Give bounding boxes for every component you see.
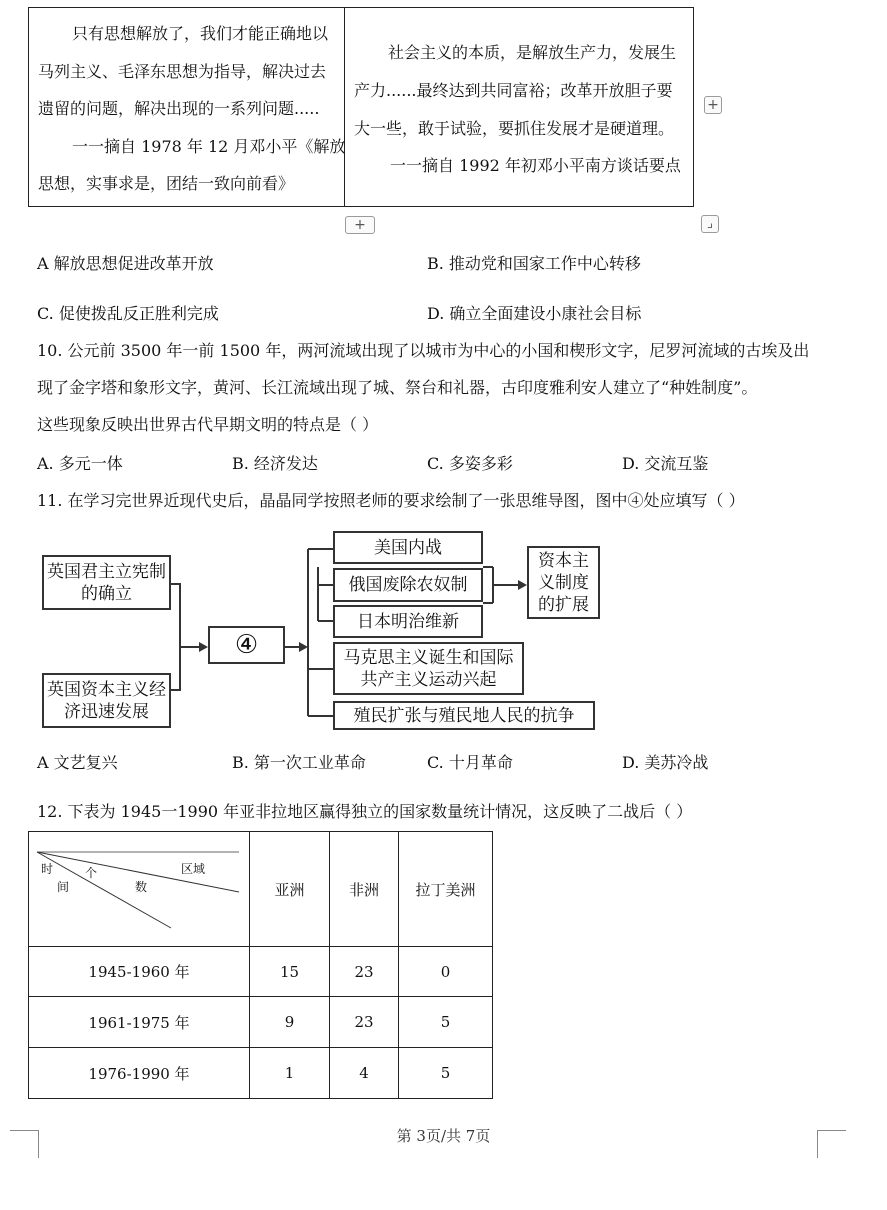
table-value-cell: 23 (330, 997, 399, 1048)
q9-option-c[interactable]: C. 促使拨乱反正胜利完成 (37, 304, 219, 323)
q11-option-a[interactable]: A 文艺复兴 (37, 753, 118, 772)
stats-table (28, 831, 493, 1099)
table-value-cell: 0 (399, 947, 493, 997)
table-period-cell: 1976-1990 年 (29, 1048, 250, 1099)
corner-label-count: 个 (85, 866, 98, 880)
mind-map-node-result: 资本主义制度的扩展 (527, 546, 600, 619)
table-row (29, 947, 493, 997)
add-column-button[interactable]: + (704, 96, 722, 114)
quote-left-line: 遗留的问题，解决出现的一系列问题..... (38, 99, 320, 118)
mind-map-node-left-bottom: 英国资本主义经济迅速发展 (42, 673, 171, 728)
q10-stem-line: 现了金字塔和象形文字，黄河、长江流域出现了城、祭台和礼器，古印度雅利安人建立了“种姓制度”。 (37, 378, 758, 397)
table-value-cell: 23 (330, 947, 399, 997)
crop-mark (817, 1130, 846, 1131)
table-header-cell: 拉丁美洲 (399, 832, 493, 947)
mind-map-node-right: 俄国废除农奴制 (333, 568, 483, 602)
quote-right-line: 产力......最终达到共同富裕；改革开放胆子要 (354, 81, 673, 100)
q12-stem: 12. 下表为 1945一1990 年亚非拉地区赢得独立的国家数量统计情况，这反映了二战后（ ） (37, 802, 693, 821)
corner-label-time: 间 (57, 880, 70, 894)
quote-right-line: 一一摘自 1992 年初邓小平南方谈话要点 (390, 156, 681, 175)
table-row (29, 1048, 493, 1099)
table-period-cell: 1961-1975 年 (29, 997, 250, 1048)
table-value-cell: 4 (330, 1048, 399, 1099)
q11-option-d[interactable]: D. 美苏冷战 (622, 753, 709, 772)
quote-left-line: 思想，实事求是，团结一致向前看》 (38, 174, 295, 193)
mind-map-node-right: 殖民扩张与殖民地人民的抗争 (333, 701, 595, 730)
table-value-cell: 5 (399, 1048, 493, 1099)
q10-option-c[interactable]: C. 多姿多彩 (427, 454, 513, 473)
page-number: 第 3页/共 7页 (396, 1127, 491, 1145)
q11-option-b[interactable]: B. 第一次工业革命 (232, 753, 366, 772)
table-period-cell: 1945-1960 年 (29, 947, 250, 997)
quote-left-line: 一一摘自 1978 年 12 月邓小平《解放 (72, 137, 346, 156)
table-value-cell: 5 (399, 997, 493, 1048)
table-value-cell: 9 (250, 997, 330, 1048)
table-corner-cell (29, 832, 250, 947)
quote-left-line: 马列主义、毛泽东思想为指导，解决过去 (38, 62, 327, 81)
add-row-button[interactable]: + (345, 216, 375, 234)
table-resize-handle[interactable]: ⌟ (701, 215, 719, 233)
table-header-cell: 非洲 (330, 832, 399, 947)
mind-map-node-left-top: 英国君主立宪制的确立 (42, 555, 171, 610)
q11-option-c[interactable]: C. 十月革命 (427, 753, 513, 772)
mind-map-node-right: 马克思主义诞生和国际共产主义运动兴起 (333, 642, 524, 695)
q10-option-a[interactable]: A. 多元一体 (37, 454, 123, 473)
crop-mark (38, 1130, 39, 1158)
q10-option-d[interactable]: D. 交流互鉴 (622, 454, 709, 473)
q10-stem-line: 这些现象反映出世界古代早期文明的特点是（ ） (37, 415, 379, 434)
crop-mark (817, 1130, 818, 1158)
table-value-cell: 1 (250, 1048, 330, 1099)
q9-option-d[interactable]: D. 确立全面建设小康社会目标 (427, 304, 642, 323)
q9-option-a[interactable]: A 解放思想促进改革开放 (37, 254, 214, 273)
mind-map-node-center: ④ (208, 626, 285, 664)
q11-stem: 11. 在学习完世界近现代史后，晶晶同学按照老师的要求绘制了一张思维导图，图中④处应填写（ ） (37, 491, 745, 510)
table-value-cell: 15 (250, 947, 330, 997)
corner-label-region: 区域 (181, 862, 206, 876)
q10-stem-line: 10. 公元前 3500 年一前 1500 年，两河流域出现了以城市为中心的小国和楔形文字，尼罗河流域的古埃及出 (37, 341, 810, 360)
table-header-cell: 亚洲 (250, 832, 330, 947)
crop-mark (10, 1130, 39, 1131)
corner-label-count: 数 (135, 880, 148, 894)
mind-map-node-right: 美国内战 (333, 531, 483, 564)
table-row (29, 997, 493, 1048)
quote-right-line: 社会主义的本质，是解放生产力，发展生 (388, 43, 677, 62)
q9-option-b[interactable]: B. 推动党和国家工作中心转移 (427, 254, 641, 273)
q10-option-b[interactable]: B. 经济发达 (232, 454, 318, 473)
quote-right-line: 大一些，敢于试验，要抓住发展才是硬道理。 (354, 119, 675, 138)
mind-map-node-right: 日本明治维新 (333, 605, 483, 638)
corner-label-time: 时 (41, 862, 54, 876)
quote-left-line: 只有思想解放了，我们才能正确地以 (72, 24, 329, 43)
